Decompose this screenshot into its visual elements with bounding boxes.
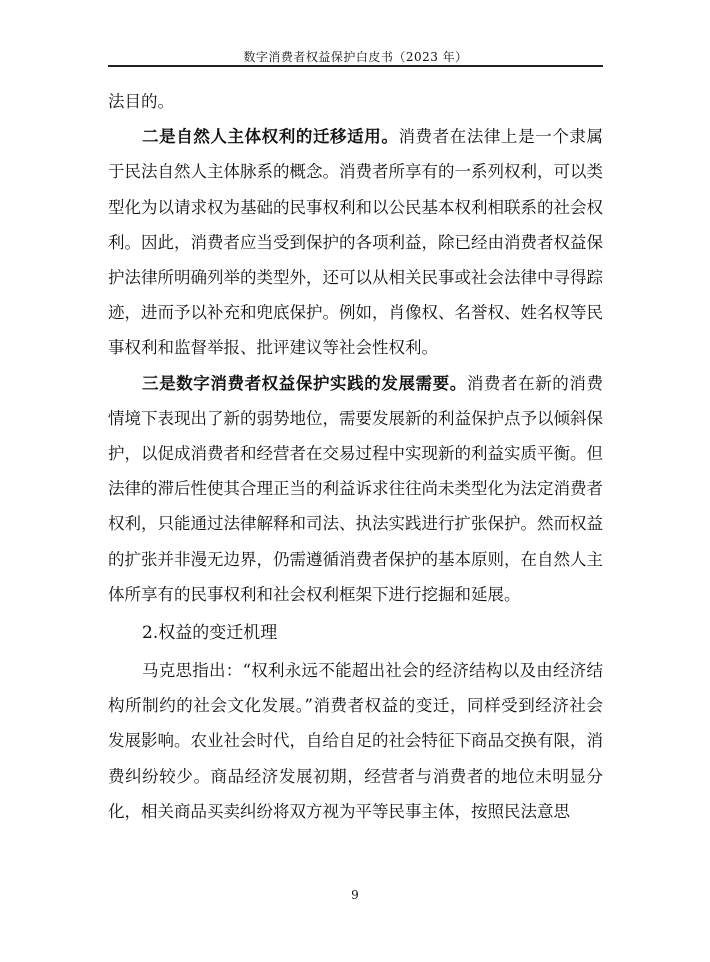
paragraph-continuation: [108, 84, 603, 119]
paragraph-point-three: [108, 366, 603, 612]
paragraph-text: 马克思指出：“权利永远不能超出社会的经济结构以及由经济结构所制约的社会文化发展。”消费者权益的变迁，同样受到经济社会发展影响。农业社会时代，自给自足的社会特征下商品交换有限，消费纠纷较少。商品经济发展初期，经营者与消费者的地位未明显分化，相关商品买卖纠纷将双方视为平等民事主体，按照民法意思: [108, 661, 603, 821]
paragraph-text: 消费者在新的消费情境下表现出了新的弱势地位，需要发展新的利益保护点予以倾斜保护，以促成消费者和经营者在交易过程中实现新的利益实质平衡。但法律的滞后性使其合理正当的利益诉求往往尚未类型化为法定消费者权利，只能通过法律解释和司法、执法实践进行扩张保护。然而权益的扩张并非漫无边界，仍需遵循消费者保护的基本原则，在自然人主体所享有的民事权利和社会权利框架下进行挖掘和延展。: [108, 373, 604, 604]
paragraph-text: 消费者在法律上是一个隶属于民法自然人主体脉系的概念。消费者所享有的一系列权利，可以类型化为以请求权为基础的民事权利和以公民基本权利相联系的社会权利。因此，消费者应当受到保护的各项利益，除已经由消费者权益保护法律所明确列举的类型外，还可以从相关民事或社会法律中寻得踪迹，进而予以补充和兜底保护。例如，肖像权、名誉权、姓名权等民事权利和监督举报、批评建议等社会性权利。: [108, 127, 604, 358]
header-divider: [108, 65, 603, 67]
page-body: [108, 84, 603, 829]
paragraph-lead: 二是自然人主体权利的迁移适用。: [142, 127, 399, 147]
paragraph-marx-quote: [108, 653, 603, 829]
paragraph-lead: 三是数字消费者权益保护实践的发展需要。: [142, 373, 467, 393]
section-heading: 2.权益的变迁机理: [142, 623, 278, 644]
running-header: 数字消费者权益保护白皮书（2023 年）: [243, 50, 468, 64]
paragraph-point-two: [108, 119, 603, 365]
page-number: 9: [351, 888, 359, 902]
paragraph-text: 法目的。: [108, 92, 174, 111]
